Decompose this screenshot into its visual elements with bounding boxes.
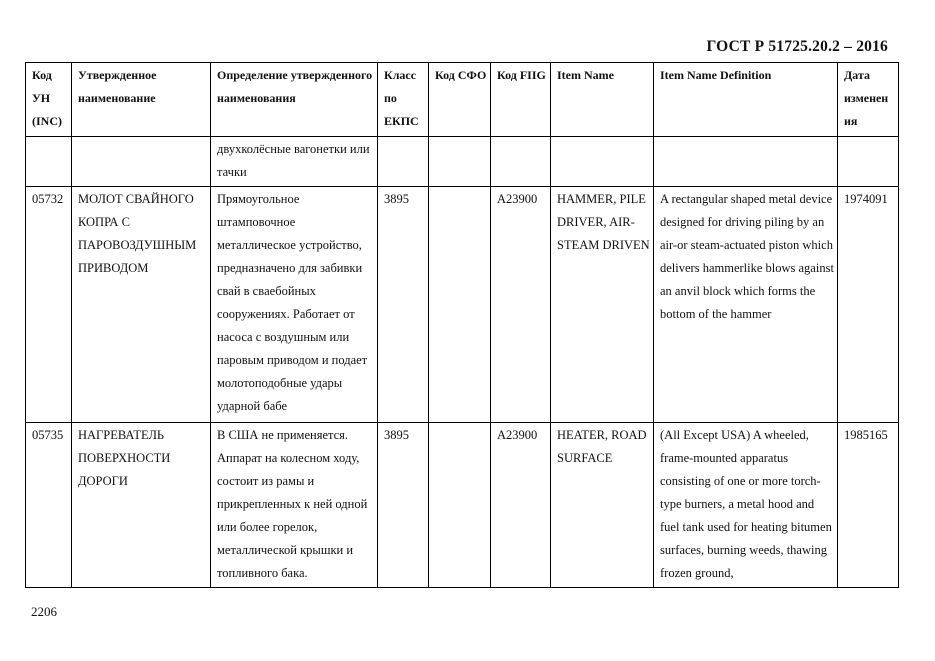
col-header-ekps: Класс по ЕКПС <box>378 63 429 137</box>
table-row <box>26 187 899 423</box>
cell-definition: Прямоугольное штамповочное металлическое устройство, предназначено для забивки свай в свaебойных сооружениях. Работает от насоса с воздушным или паровым приводом и подает молотоподобные удары ударной бабе <box>211 187 378 423</box>
cell-name <box>72 137 211 187</box>
cell-item-definition <box>654 137 838 187</box>
cell-item-name: HAMMER, PILE DRIVER, AIR-STEAM DRIVEN <box>551 187 654 423</box>
col-header-sfo: Код СФО <box>429 63 491 137</box>
cell-sfo <box>429 187 491 423</box>
cell-code: 05732 <box>26 187 72 423</box>
cell-item-definition: (All Except USA) A wheeled, frame-mounted apparatus consisting of one or more torch-type burners, a metal hood and fuel tank used for heating bitumen surfaces, burning weeds, thawing frozen ground, <box>654 423 838 588</box>
cell-name: МОЛОТ СВАЙНОГО КОПРА С ПАРОВОЗДУШНЫМ ПРИВОДОМ <box>72 187 211 423</box>
cell-ekps: 3895 <box>378 187 429 423</box>
table-header-row <box>26 63 899 137</box>
col-header-definition: Определение утвержденного наименования <box>211 63 378 137</box>
cell-item-name: HEATER, ROAD SURFACE <box>551 423 654 588</box>
col-header-fiig: Код FIIG <box>491 63 551 137</box>
cell-ekps: 3895 <box>378 423 429 588</box>
catalog-table <box>25 62 899 588</box>
cell-date: 1974091 <box>838 187 899 423</box>
cell-date <box>838 137 899 187</box>
cell-sfo <box>429 137 491 187</box>
col-header-date: Дата изменения <box>838 63 899 137</box>
cell-date: 1985165 <box>838 423 899 588</box>
table-row <box>26 423 899 588</box>
cell-code <box>26 137 72 187</box>
page-number: 2206 <box>31 604 57 619</box>
col-header-item-definition: Item Name Definition <box>654 63 838 137</box>
cell-code: 05735 <box>26 423 72 588</box>
table-row <box>26 137 899 187</box>
cell-sfo <box>429 423 491 588</box>
cell-fiig: A23900 <box>491 187 551 423</box>
cell-fiig <box>491 137 551 187</box>
cell-name: НАГРЕВАТЕЛЬ ПОВЕРХНОСТИ ДОРОГИ <box>72 423 211 588</box>
document-header: ГОСТ Р 51725.20.2 – 2016 <box>706 38 888 55</box>
cell-definition: В США не применяется. Аппарат на колесном ходу, состоит из рамы и прикрепленных к ней одной или более горелок, металлической крышки и топливного бака. <box>211 423 378 588</box>
cell-ekps <box>378 137 429 187</box>
cell-item-definition: A rectangular shaped metal device designed for driving piling by an air-or steam-actuated piston which delivers hammerlike blows against an anvil block which forms the bottom of the hammer <box>654 187 838 423</box>
cell-fiig: A23900 <box>491 423 551 588</box>
cell-item-name <box>551 137 654 187</box>
col-header-name: Утвержденное наименование <box>72 63 211 137</box>
cell-definition: двухколёсные вагонетки или тачки <box>211 137 378 187</box>
col-header-code: Код УН (INC) <box>26 63 72 137</box>
col-header-item-name: Item Name <box>551 63 654 137</box>
